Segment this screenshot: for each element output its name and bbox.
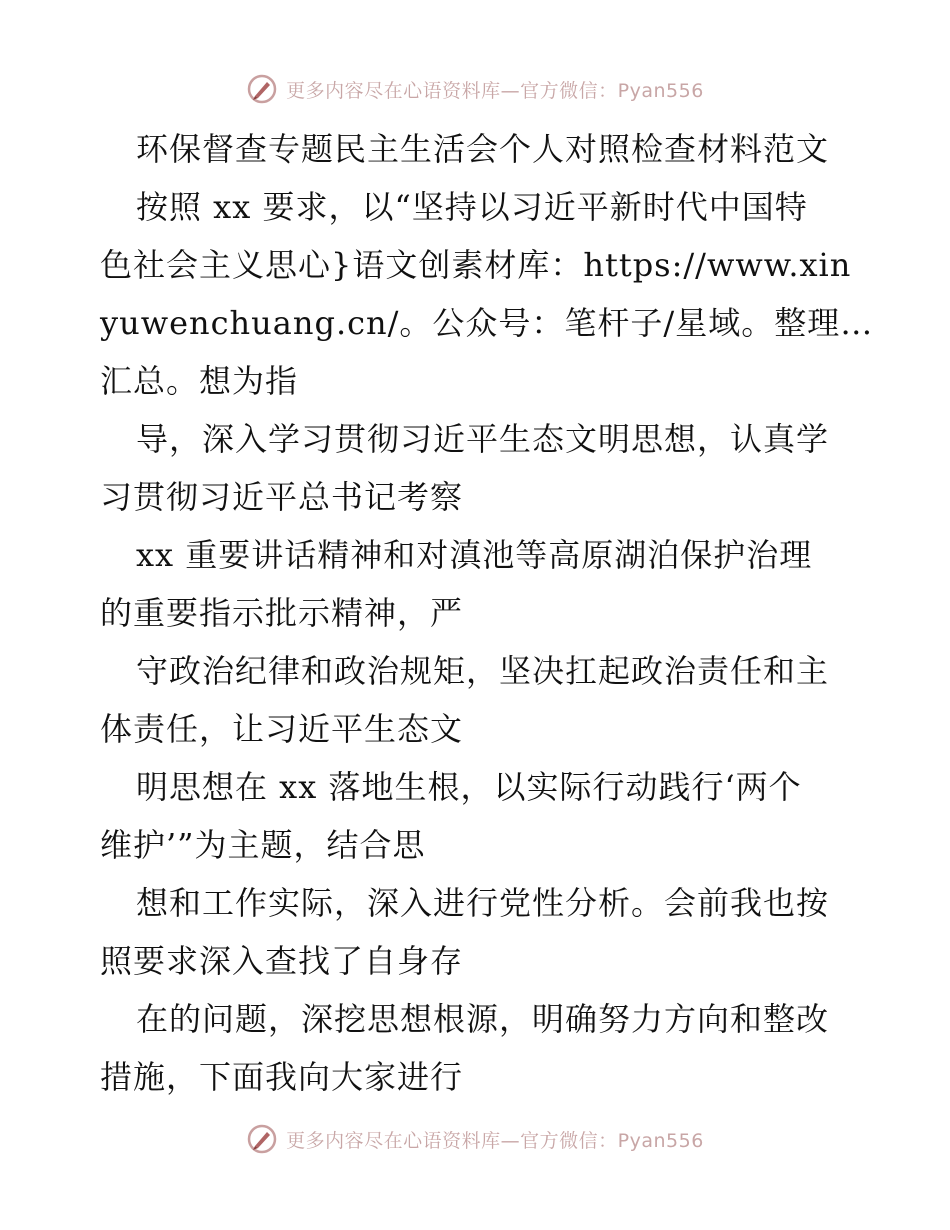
- text-line: 措施，下面我向大家进行: [100, 1058, 464, 1096]
- text-line: 体责任，让习近平生态文: [100, 710, 464, 748]
- text-line: yuwenchuang.cn/。公众号：笔杆子/星域。整理…: [100, 304, 874, 342]
- text-line: 色社会主义思心}语文创素材库：https://www.xin: [100, 246, 852, 284]
- pen-logo-icon: [246, 1123, 278, 1155]
- text-line: 照要求深入查找了自身存: [100, 942, 464, 980]
- watermark-text: 更多内容尽在心语资料库—官方微信：Pyan556: [286, 79, 704, 102]
- text-line: 想和工作实际，深入进行党性分析。会前我也按: [136, 884, 830, 922]
- watermark-banner-top: [0, 72, 950, 106]
- text-line: 在的问题，深挖思想根源，明确努力方向和整改: [136, 1000, 830, 1038]
- text-line: 汇总。想为指: [100, 362, 299, 400]
- watermark-banner-bottom: [0, 1122, 950, 1156]
- text-line: 的重要指示批示精神，严: [100, 594, 464, 632]
- pen-logo-icon: [246, 73, 278, 105]
- document-title: 环保督查专题民主生活会个人对照检查材料范文: [136, 130, 830, 168]
- text-line: 明思想在 xx 落地生根，以实际行动践行‘两个: [136, 768, 802, 806]
- document-body: [100, 120, 874, 1106]
- text-line: 按照 xx 要求，以“坚持以习近平新时代中国特: [136, 188, 808, 226]
- text-line: 导，深入学习贯彻习近平生态文明思想，认真学: [136, 420, 830, 458]
- text-line: 维护’”为主题，结合思: [100, 826, 426, 864]
- watermark-text: 更多内容尽在心语资料库—官方微信：Pyan556: [286, 1129, 704, 1152]
- text-line: 守政治纪律和政治规矩，坚决扛起政治责任和主: [136, 652, 830, 690]
- text-line: 习贯彻习近平总书记考察: [100, 478, 464, 516]
- text-line: xx 重要讲话精神和对滇池等高原湖泊保护治理: [136, 536, 813, 574]
